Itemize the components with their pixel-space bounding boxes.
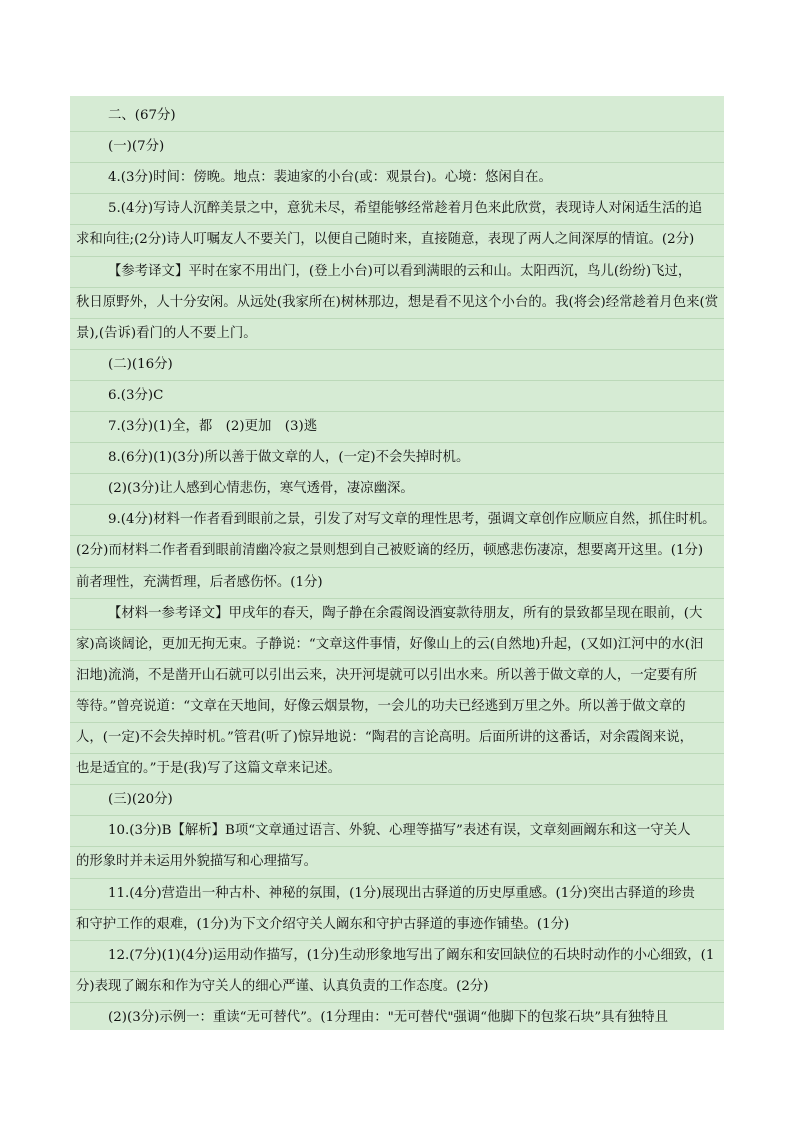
text-line: (2分)而材料二作者看到眼前清幽冷寂之景则想到自己被贬谪的经历，顿感悲伤凄凉，想要离开这里。(1分)	[76, 543, 704, 559]
line-divider	[70, 504, 724, 505]
text-line: 10.(3分)B【解析】B项“文章通过语言、外貌、心理等描写”表述有误，文章刻画阚东和这一守关人	[108, 823, 691, 839]
text-line: 求和向往;(2分)诗人叮嘱友人不要关门，以便自己随时来，直接随意，表现了两人之间深厚的情谊。(2分)	[76, 232, 695, 248]
line-divider	[70, 629, 724, 630]
line-divider	[70, 598, 724, 599]
line-divider	[70, 691, 724, 692]
line-divider	[70, 473, 724, 474]
text-line: 5.(4分)写诗人沉醉美景之中，意犹未尽，希望能够经常趁着月色来此欣赏，表现诗人对闲适生活的追	[108, 201, 703, 217]
line-divider	[70, 131, 724, 132]
line-divider	[70, 878, 724, 879]
line-divider	[70, 846, 724, 847]
text-line: 的形象时并未运用外貌描写和心理描写。	[76, 854, 318, 870]
text-line: 6.(3分)C	[108, 387, 164, 403]
line-divider	[70, 784, 724, 785]
text-line: 4.(3分)时间：傍晚。地点：裴迪家的小台(或：观景台)。心境：悠闲自在。	[108, 170, 552, 186]
line-divider	[70, 162, 724, 163]
text-line: 11.(4分)营造出一种古朴、神秘的氛围，(1分)展现出古驿道的历史厚重感。(1分)突出古驿道的珍贵	[108, 885, 696, 901]
line-divider	[70, 940, 724, 941]
line-divider	[70, 660, 724, 661]
line-divider	[70, 224, 724, 225]
line-divider	[70, 535, 724, 536]
text-line: (二)(16分)	[108, 356, 173, 372]
text-line: 汩地)流淌，不是凿开山石就可以引出云来，决开河堤就可以引出水来。所以善于做文章的人，一定要有所	[76, 667, 698, 683]
text-line: (一)(7分)	[108, 139, 165, 155]
line-divider	[70, 1002, 724, 1003]
text-line: 前者理性，充满哲理，后者感伤怀。(1分)	[76, 574, 323, 590]
line-divider	[70, 971, 724, 972]
answer-sheet	[70, 96, 724, 1030]
text-line: (三)(20分)	[108, 792, 173, 808]
text-line: 也是适宜的。”于是(我)写了这篇文章来记述。	[76, 761, 342, 777]
line-divider	[70, 442, 724, 443]
line-divider	[70, 380, 724, 381]
line-divider	[70, 193, 724, 194]
text-line: 8.(6分)(1)(3分)所以善于做文章的人，(一定)不会失掉时机。	[108, 450, 470, 466]
line-divider	[70, 815, 724, 816]
line-divider	[70, 753, 724, 754]
text-line: 二、(67分)	[108, 108, 176, 123]
text-line: 9.(4分)材料一作者看到眼前之景，引发了对写文章的理性思考，强调文章创作应顺应自然，抓住时机。	[108, 512, 716, 528]
line-divider	[70, 411, 724, 412]
line-divider	[70, 722, 724, 723]
text-line: 7.(3分)(1)全，都 (2)更加 (3)逃	[108, 419, 318, 434]
text-line: (2)(3分)示例一：重读“无可替代”。(1分理由："无可替代"强调“他脚下的包浆石块”具有独特且	[108, 1009, 669, 1025]
line-divider	[70, 318, 724, 319]
line-divider	[70, 909, 724, 910]
text-line: (2)(3分)让人感到心情悲伤，寒气透骨，凄凉幽深。	[108, 481, 414, 497]
text-line: 【参考译文】平时在家不用出门，(登上小台)可以看到满眼的云和山。太阳西沉，鸟儿(纷纷)飞过，	[108, 263, 692, 279]
text-line: 【材料一参考译文】甲戌年的春天，陶子静在余霞阁设酒宴款待朋友，所有的景致都呈现在眼前，(大	[108, 605, 703, 621]
text-line: 12.(7分)(1)(4分)运用动作描写，(1分)生动形象地写出了阚东和安回缺位的石块时动作的小心细致，(1	[108, 947, 715, 963]
line-divider	[70, 256, 724, 257]
text-line: 秋日原野外，人十分安闲。从远处(我家所在)树林那边，想是看不见这个小台的。我(将会)经常趁着月色来(赏	[76, 294, 719, 310]
text-line: 等待。”曾亮说道：“文章在天地间，好像云烟景物，一会儿的功夫已经逃到万里之外。所以善于做文章的	[76, 698, 686, 714]
text-line: 家)高谈阔论，更加无拘无束。子静说：“文章这件事情，好像山上的云(自然地)升起，(又如)江河中的水(汩	[76, 636, 704, 652]
line-divider	[70, 287, 724, 288]
line-divider	[70, 567, 724, 568]
text-line: 人，(一定)不会失掉时机。”管君(听了)惊异地说：“陶君的言论高明。后面所讲的这番话，对余霞阁来说，	[76, 730, 694, 745]
text-line: 分)表现了阚东和作为守关人的细心严谨、认真负责的工作态度。(2分)	[76, 978, 489, 994]
text-line: 和守护工作的艰难，(1分)为下文介绍守关人阚东和守护古驿道的事迹作铺垫。(1分)	[76, 916, 570, 932]
line-divider	[70, 349, 724, 350]
text-line: 景),(告诉)看门的人不要上门。	[76, 325, 257, 341]
